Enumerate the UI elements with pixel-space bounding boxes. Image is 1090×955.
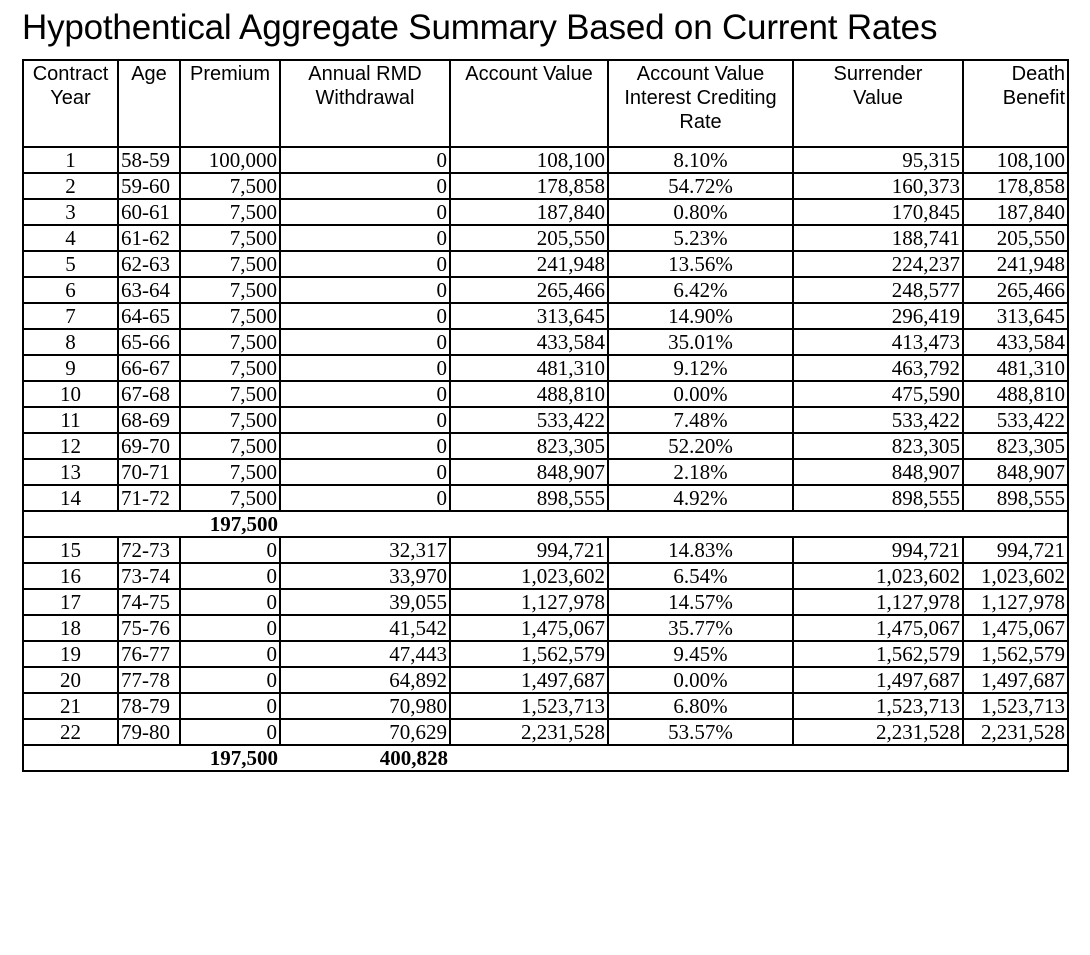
cell-crediting-rate: 14.83% — [608, 537, 793, 563]
cell-account-value: 488,810 — [450, 381, 608, 407]
page-title: Hypothentical Aggregate Summary Based on Current Rates — [22, 8, 938, 47]
cell-surrender-value: 1,475,067 — [793, 615, 963, 641]
cell-premium: 7,500 — [180, 459, 280, 485]
cell-rmd-withdrawal: 0 — [280, 173, 450, 199]
cell-premium: 0 — [180, 641, 280, 667]
cell-account-value: 205,550 — [450, 225, 608, 251]
cell-death-benefit: 1,475,067 — [963, 615, 1068, 641]
cell-rmd-withdrawal: 0 — [280, 303, 450, 329]
cell-contract-year: 10 — [23, 381, 118, 407]
cell-crediting-rate: 7.48% — [608, 407, 793, 433]
cell-premium: 0 — [180, 615, 280, 641]
cell-age: 67-68 — [118, 381, 180, 407]
cell-account-value: 2,231,528 — [450, 719, 608, 745]
cell-age: 74-75 — [118, 589, 180, 615]
table-row — [23, 355, 1068, 381]
header-age: Age — [118, 60, 180, 147]
cell-death-benefit: 1,023,602 — [963, 563, 1068, 589]
cell-age: 68-69 — [118, 407, 180, 433]
cell-contract-year: 2 — [23, 173, 118, 199]
cell-crediting-rate: 13.56% — [608, 251, 793, 277]
cell-surrender-value: 2,231,528 — [793, 719, 963, 745]
cell-contract-year: 7 — [23, 303, 118, 329]
cell-account-value: 1,023,602 — [450, 563, 608, 589]
cell-crediting-rate: 0.80% — [608, 199, 793, 225]
cell-account-value: 187,840 — [450, 199, 608, 225]
cell-surrender-value: 1,562,579 — [793, 641, 963, 667]
cell-death-benefit: 313,645 — [963, 303, 1068, 329]
cell-age: 79-80 — [118, 719, 180, 745]
cell-surrender-value: 463,792 — [793, 355, 963, 381]
cell-crediting-rate: 2.18% — [608, 459, 793, 485]
cell-account-value: 1,562,579 — [450, 641, 608, 667]
cell-account-value: 1,523,713 — [450, 693, 608, 719]
cell-death-benefit: 533,422 — [963, 407, 1068, 433]
cell-premium: 7,500 — [180, 251, 280, 277]
table-row — [23, 251, 1068, 277]
cell-age: 65-66 — [118, 329, 180, 355]
cell-surrender-value: 95,315 — [793, 147, 963, 173]
cell-death-benefit: 2,231,528 — [963, 719, 1068, 745]
withdrawal-total: 400,828 — [280, 745, 450, 771]
cell-premium: 7,500 — [180, 303, 280, 329]
cell-account-value: 481,310 — [450, 355, 608, 381]
cell-premium: 100,000 — [180, 147, 280, 173]
cell-account-value: 898,555 — [450, 485, 608, 511]
cell-rmd-withdrawal: 70,980 — [280, 693, 450, 719]
cell-rmd-withdrawal: 0 — [280, 381, 450, 407]
cell-crediting-rate: 54.72% — [608, 173, 793, 199]
table-row — [23, 277, 1068, 303]
table-row — [23, 485, 1068, 511]
cell-surrender-value: 898,555 — [793, 485, 963, 511]
cell-surrender-value: 1,023,602 — [793, 563, 963, 589]
cell-account-value: 848,907 — [450, 459, 608, 485]
table-row — [23, 303, 1068, 329]
empty-cell — [963, 745, 1068, 771]
cell-death-benefit: 488,810 — [963, 381, 1068, 407]
total-row — [23, 745, 1068, 771]
cell-death-benefit: 823,305 — [963, 433, 1068, 459]
cell-premium: 7,500 — [180, 407, 280, 433]
cell-age: 75-76 — [118, 615, 180, 641]
cell-crediting-rate: 35.77% — [608, 615, 793, 641]
cell-contract-year: 16 — [23, 563, 118, 589]
cell-age: 63-64 — [118, 277, 180, 303]
cell-contract-year: 22 — [23, 719, 118, 745]
cell-contract-year: 14 — [23, 485, 118, 511]
empty-cell — [450, 511, 608, 537]
cell-premium: 7,500 — [180, 199, 280, 225]
cell-surrender-value: 823,305 — [793, 433, 963, 459]
empty-cell — [608, 745, 793, 771]
cell-crediting-rate: 9.12% — [608, 355, 793, 381]
cell-premium: 0 — [180, 693, 280, 719]
header-premium: Premium — [180, 60, 280, 147]
cell-crediting-rate: 6.54% — [608, 563, 793, 589]
cell-age: 64-65 — [118, 303, 180, 329]
table-row — [23, 147, 1068, 173]
table-row — [23, 225, 1068, 251]
cell-contract-year: 1 — [23, 147, 118, 173]
cell-contract-year: 20 — [23, 667, 118, 693]
cell-premium: 7,500 — [180, 355, 280, 381]
summary-table — [22, 59, 1069, 772]
empty-cell — [118, 511, 180, 537]
empty-cell — [608, 511, 793, 537]
cell-death-benefit: 1,562,579 — [963, 641, 1068, 667]
cell-account-value: 265,466 — [450, 277, 608, 303]
cell-rmd-withdrawal: 0 — [280, 251, 450, 277]
cell-death-benefit: 1,523,713 — [963, 693, 1068, 719]
cell-age: 59-60 — [118, 173, 180, 199]
cell-rmd-withdrawal: 0 — [280, 147, 450, 173]
cell-surrender-value: 848,907 — [793, 459, 963, 485]
cell-death-benefit: 994,721 — [963, 537, 1068, 563]
cell-contract-year: 4 — [23, 225, 118, 251]
cell-contract-year: 18 — [23, 615, 118, 641]
cell-surrender-value: 170,845 — [793, 199, 963, 225]
empty-cell — [280, 511, 450, 537]
table-row — [23, 173, 1068, 199]
cell-premium: 7,500 — [180, 433, 280, 459]
cell-rmd-withdrawal: 0 — [280, 225, 450, 251]
table-row — [23, 381, 1068, 407]
cell-surrender-value: 188,741 — [793, 225, 963, 251]
cell-account-value: 1,497,687 — [450, 667, 608, 693]
cell-age: 70-71 — [118, 459, 180, 485]
cell-crediting-rate: 35.01% — [608, 329, 793, 355]
cell-contract-year: 8 — [23, 329, 118, 355]
cell-surrender-value: 1,497,687 — [793, 667, 963, 693]
cell-rmd-withdrawal: 0 — [280, 329, 450, 355]
cell-crediting-rate: 53.57% — [608, 719, 793, 745]
empty-cell — [450, 745, 608, 771]
cell-surrender-value: 1,127,978 — [793, 589, 963, 615]
cell-account-value: 108,100 — [450, 147, 608, 173]
cell-death-benefit: 1,497,687 — [963, 667, 1068, 693]
cell-rmd-withdrawal: 47,443 — [280, 641, 450, 667]
cell-age: 76-77 — [118, 641, 180, 667]
table-row — [23, 563, 1068, 589]
header-contract-year: Contract Year — [23, 60, 118, 147]
cell-age: 58-59 — [118, 147, 180, 173]
table-row — [23, 641, 1068, 667]
header-account-value: Account Value — [450, 60, 608, 147]
cell-rmd-withdrawal: 0 — [280, 433, 450, 459]
cell-rmd-withdrawal: 0 — [280, 277, 450, 303]
table-row — [23, 329, 1068, 355]
cell-age: 71-72 — [118, 485, 180, 511]
cell-account-value: 533,422 — [450, 407, 608, 433]
cell-contract-year: 21 — [23, 693, 118, 719]
cell-premium: 0 — [180, 563, 280, 589]
cell-premium: 0 — [180, 589, 280, 615]
table-row — [23, 407, 1068, 433]
header-interest-crediting-rate: Account Value Interest Crediting Rate — [608, 60, 793, 147]
cell-age: 69-70 — [118, 433, 180, 459]
cell-contract-year: 15 — [23, 537, 118, 563]
cell-death-benefit: 178,858 — [963, 173, 1068, 199]
empty-cell — [963, 511, 1068, 537]
cell-premium: 0 — [180, 719, 280, 745]
cell-death-benefit: 1,127,978 — [963, 589, 1068, 615]
cell-death-benefit: 108,100 — [963, 147, 1068, 173]
cell-surrender-value: 248,577 — [793, 277, 963, 303]
cell-rmd-withdrawal: 0 — [280, 407, 450, 433]
cell-crediting-rate: 14.90% — [608, 303, 793, 329]
cell-rmd-withdrawal: 32,317 — [280, 537, 450, 563]
cell-account-value: 178,858 — [450, 173, 608, 199]
cell-premium: 7,500 — [180, 381, 280, 407]
cell-death-benefit: 205,550 — [963, 225, 1068, 251]
cell-rmd-withdrawal: 0 — [280, 459, 450, 485]
cell-account-value: 1,127,978 — [450, 589, 608, 615]
cell-premium: 7,500 — [180, 225, 280, 251]
cell-age: 66-67 — [118, 355, 180, 381]
empty-cell — [793, 745, 963, 771]
table-row — [23, 589, 1068, 615]
table-row — [23, 615, 1068, 641]
cell-age: 62-63 — [118, 251, 180, 277]
cell-crediting-rate: 6.42% — [608, 277, 793, 303]
cell-death-benefit: 187,840 — [963, 199, 1068, 225]
cell-surrender-value: 994,721 — [793, 537, 963, 563]
table-row — [23, 459, 1068, 485]
cell-rmd-withdrawal: 0 — [280, 199, 450, 225]
empty-cell — [23, 511, 118, 537]
header-surrender-value: Surrender Value — [793, 60, 963, 147]
cell-contract-year: 9 — [23, 355, 118, 381]
cell-surrender-value: 296,419 — [793, 303, 963, 329]
cell-premium: 7,500 — [180, 485, 280, 511]
header-annual-rmd-withdrawal: Annual RMD Withdrawal — [280, 60, 450, 147]
cell-contract-year: 13 — [23, 459, 118, 485]
cell-premium: 7,500 — [180, 277, 280, 303]
header-death-benefit: Death Benefit — [963, 60, 1068, 147]
premium-total: 197,500 — [180, 745, 280, 771]
table-row — [23, 667, 1068, 693]
cell-premium: 7,500 — [180, 173, 280, 199]
premium-total: 197,500 — [180, 511, 280, 537]
cell-age: 78-79 — [118, 693, 180, 719]
header-row — [23, 60, 1068, 147]
empty-cell — [793, 511, 963, 537]
cell-death-benefit: 265,466 — [963, 277, 1068, 303]
cell-death-benefit: 481,310 — [963, 355, 1068, 381]
cell-contract-year: 5 — [23, 251, 118, 277]
cell-surrender-value: 475,590 — [793, 381, 963, 407]
cell-rmd-withdrawal: 33,970 — [280, 563, 450, 589]
cell-crediting-rate: 8.10% — [608, 147, 793, 173]
cell-account-value: 433,584 — [450, 329, 608, 355]
cell-crediting-rate: 6.80% — [608, 693, 793, 719]
cell-crediting-rate: 52.20% — [608, 433, 793, 459]
table-row — [23, 693, 1068, 719]
cell-death-benefit: 898,555 — [963, 485, 1068, 511]
cell-age: 72-73 — [118, 537, 180, 563]
cell-age: 77-78 — [118, 667, 180, 693]
cell-death-benefit: 241,948 — [963, 251, 1068, 277]
cell-crediting-rate: 5.23% — [608, 225, 793, 251]
cell-contract-year: 12 — [23, 433, 118, 459]
table-row — [23, 433, 1068, 459]
cell-surrender-value: 224,237 — [793, 251, 963, 277]
cell-account-value: 994,721 — [450, 537, 608, 563]
cell-account-value: 823,305 — [450, 433, 608, 459]
cell-rmd-withdrawal: 64,892 — [280, 667, 450, 693]
table-row — [23, 719, 1068, 745]
table-row — [23, 537, 1068, 563]
cell-crediting-rate: 0.00% — [608, 381, 793, 407]
cell-contract-year: 19 — [23, 641, 118, 667]
cell-crediting-rate: 14.57% — [608, 589, 793, 615]
cell-crediting-rate: 4.92% — [608, 485, 793, 511]
cell-surrender-value: 1,523,713 — [793, 693, 963, 719]
table-row — [23, 199, 1068, 225]
cell-rmd-withdrawal: 41,542 — [280, 615, 450, 641]
cell-contract-year: 3 — [23, 199, 118, 225]
cell-premium: 7,500 — [180, 329, 280, 355]
cell-rmd-withdrawal: 70,629 — [280, 719, 450, 745]
cell-premium: 0 — [180, 667, 280, 693]
cell-contract-year: 17 — [23, 589, 118, 615]
cell-death-benefit: 848,907 — [963, 459, 1068, 485]
cell-crediting-rate: 0.00% — [608, 667, 793, 693]
cell-rmd-withdrawal: 0 — [280, 485, 450, 511]
empty-cell — [23, 745, 118, 771]
subtotal-row — [23, 511, 1068, 537]
cell-premium: 0 — [180, 537, 280, 563]
cell-contract-year: 6 — [23, 277, 118, 303]
cell-contract-year: 11 — [23, 407, 118, 433]
cell-account-value: 313,645 — [450, 303, 608, 329]
cell-age: 60-61 — [118, 199, 180, 225]
cell-surrender-value: 160,373 — [793, 173, 963, 199]
cell-rmd-withdrawal: 0 — [280, 355, 450, 381]
empty-cell — [118, 745, 180, 771]
cell-surrender-value: 533,422 — [793, 407, 963, 433]
cell-account-value: 1,475,067 — [450, 615, 608, 641]
cell-account-value: 241,948 — [450, 251, 608, 277]
cell-crediting-rate: 9.45% — [608, 641, 793, 667]
cell-rmd-withdrawal: 39,055 — [280, 589, 450, 615]
cell-age: 61-62 — [118, 225, 180, 251]
cell-age: 73-74 — [118, 563, 180, 589]
cell-surrender-value: 413,473 — [793, 329, 963, 355]
cell-death-benefit: 433,584 — [963, 329, 1068, 355]
